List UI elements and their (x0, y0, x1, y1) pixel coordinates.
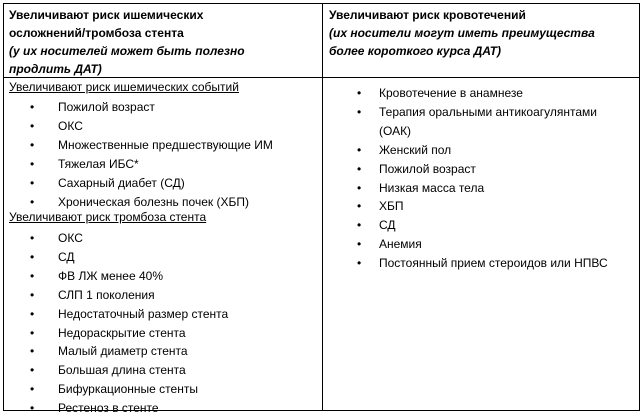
list-item: • ХБП (327, 197, 639, 216)
bullet-icon: • (30, 344, 35, 359)
list-item: • ФВ ЛЖ менее 40% (4, 267, 319, 286)
list-item: • Низкая масса тела (327, 179, 639, 198)
list-item: • СД (327, 216, 639, 235)
bullet-icon: • (30, 175, 35, 190)
section-title-thrombosis: Увеличивают риск тромбоза стента (9, 210, 207, 224)
right-header (329, 6, 634, 60)
list-item: • ОКС (4, 229, 319, 248)
bullet-icon: • (30, 156, 35, 171)
bullet-icon: • (30, 100, 35, 114)
ischemic-risk-list (4, 98, 319, 211)
list-item: • Постоянный прием стероидов или НПВС (327, 254, 639, 273)
column-divider (322, 4, 323, 410)
list-item: • Бифуркационные стенты (4, 380, 319, 399)
list-item: • СЛП 1 поколения (4, 286, 319, 305)
right-header-line1: Увеличивают риск кровотечений (329, 8, 526, 22)
bullet-icon: • (357, 161, 362, 176)
bullet-icon: • (30, 382, 35, 397)
left-header-line4: продлить ДАТ) (9, 62, 102, 76)
list-item: • Малый диаметр стента (4, 342, 319, 361)
bullet-icon: • (30, 325, 35, 340)
list-item: • СД (4, 248, 319, 267)
bullet-icon: • (30, 231, 35, 245)
list-item: • Женский пол (327, 141, 639, 160)
bullet-icon: • (30, 194, 35, 209)
bullet-icon: • (357, 237, 362, 252)
left-header (9, 6, 317, 78)
right-header-line3: более короткого курса ДАТ) (329, 44, 502, 58)
right-header-line2: (их носители могут иметь преимущества (329, 26, 595, 40)
list-item: • Сахарный диабет (СД) (4, 174, 319, 193)
list-item: • Кровотечение в анамнезе (327, 84, 639, 103)
bullet-icon: • (357, 142, 362, 157)
bullet-icon: • (30, 137, 35, 152)
bullet-icon: • (30, 268, 35, 283)
list-item: • Недостаточный размер стента (4, 305, 319, 324)
bullet-icon: • (30, 363, 35, 378)
list-item: • Недораскрытие стента (4, 324, 319, 343)
bullet-icon: • (357, 86, 362, 100)
list-item: • Хроническая болезнь почек (ХБП) (4, 193, 319, 212)
list-item: • Тяжелая ИБС* (4, 155, 319, 174)
bullet-icon: • (30, 287, 35, 302)
bullet-icon: • (357, 199, 362, 214)
bullet-icon: • (30, 306, 35, 321)
list-item: • Множественные предшествующие ИМ (4, 136, 319, 155)
bullet-icon: • (357, 104, 362, 119)
bullet-icon: • (30, 249, 35, 264)
bullet-icon: • (30, 118, 35, 133)
list-item: • Пожилой возраст (4, 98, 319, 117)
bullet-icon: • (357, 256, 362, 271)
list-item: • Рестеноз в стенте (4, 399, 319, 418)
bullet-icon: • (357, 218, 362, 233)
left-header-line2: осложнений/тромбоза стента (9, 26, 184, 40)
list-item: • ОКС (4, 117, 319, 136)
list-item: • Терапия оральными антикоагулянтами (327, 103, 639, 122)
list-item: • Пожилой возраст (327, 160, 639, 179)
bullet-icon: • (30, 401, 35, 416)
bullet-icon: • (357, 180, 362, 195)
section-title-ischemic: Увеличивают риск ишемических событий (9, 80, 239, 94)
comparison-table (3, 3, 640, 416)
list-item: • Анемия (327, 235, 639, 254)
bleeding-risk-list (327, 84, 639, 273)
list-item-continuation: (ОАК) (379, 123, 412, 138)
list-item: • Большая длина стента (4, 361, 319, 380)
left-header-line3: (у их носителей может быть полезно (9, 44, 245, 58)
stent-thrombosis-risk-list (4, 229, 319, 418)
left-header-line1: Увеличивают риск ишемических (9, 8, 204, 22)
